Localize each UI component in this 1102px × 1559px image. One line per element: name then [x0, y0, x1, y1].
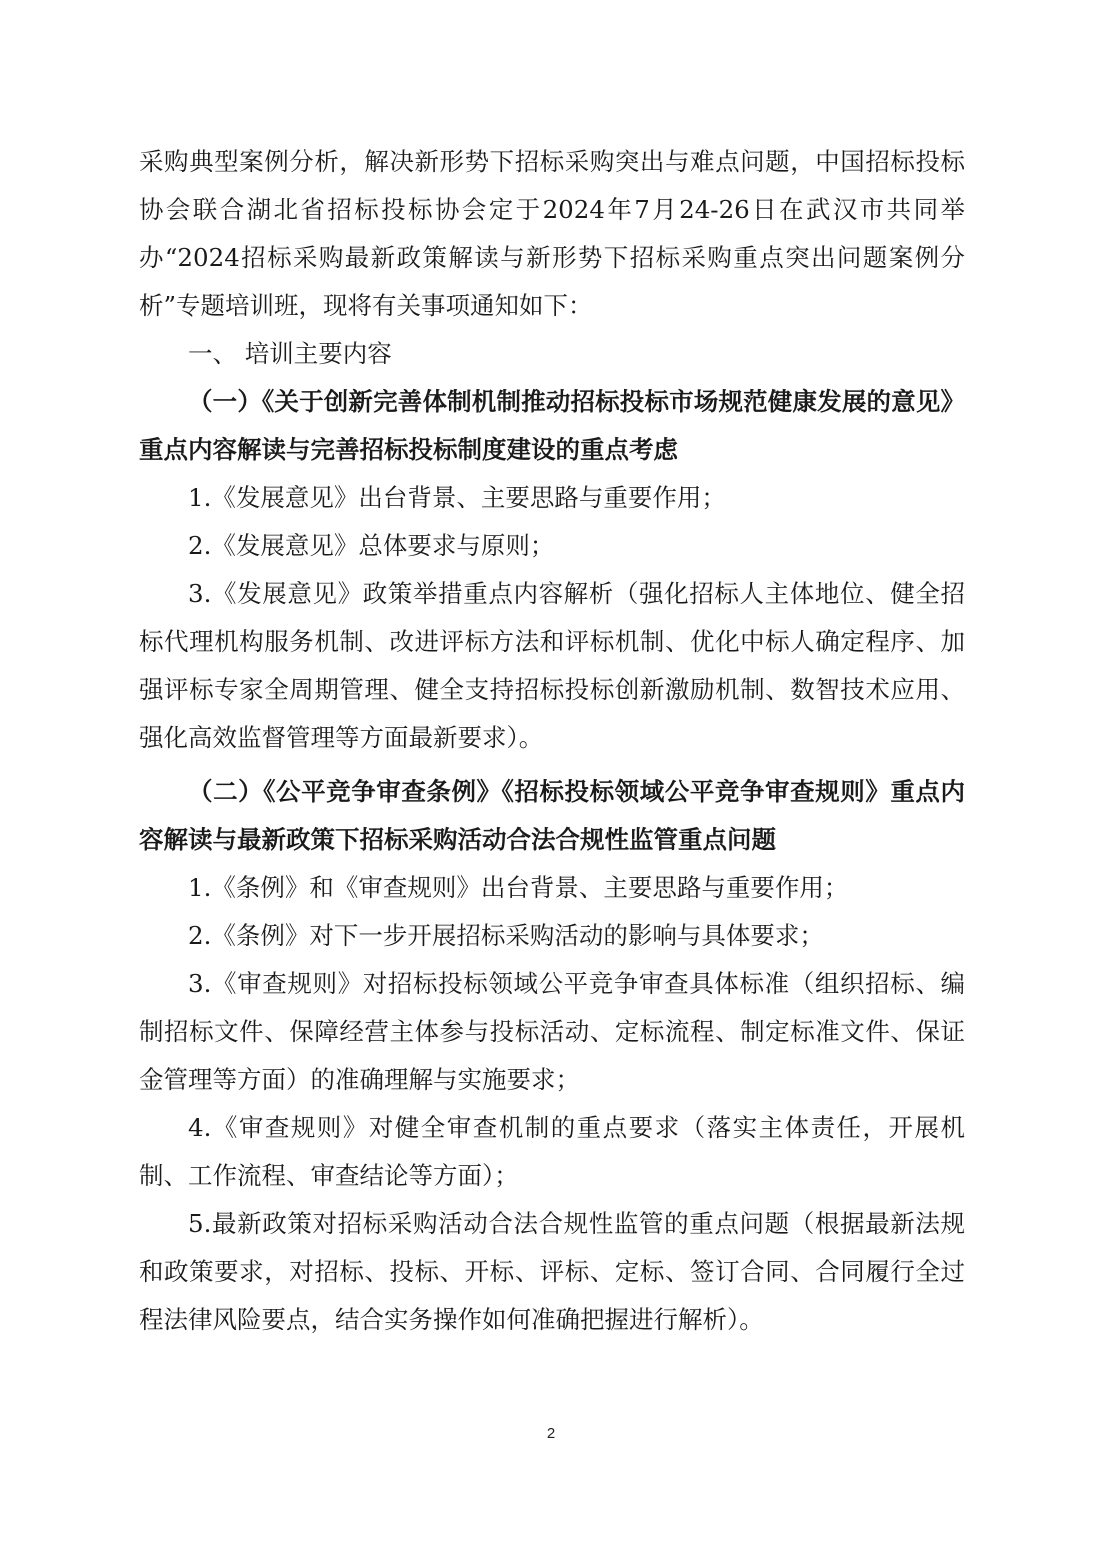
list-item: 2.《发展意见》总体要求与原则；: [188, 531, 555, 560]
section-heading: 一、 培训主要内容: [188, 339, 392, 368]
page-number: 2: [546, 1425, 556, 1442]
list-item: 2.《条例》对下一步开展招标采购活动的影响与具体要求；: [188, 921, 824, 950]
list-item: 1.《条例》和《审查规则》出台背景、主要思路与重要作用；: [188, 873, 849, 902]
list-item: 3.《审查规则》对招标投标领域公平竞争审查具体标准（组织招标、编制招标文件、保障经营主体参与投标活动、定标流程、制定标准文件、保证金管理等方面）的准确理解与实施要求；: [139, 969, 965, 1094]
list-item: 5.最新政策对招标采购活动合法合规性监管的重点问题（根据最新法规和政策要求，对招标、投标、开标、评标、定标、签订合同、合同履行全过程法律风险要点，结合实务操作如何准确把握进行解析）。: [139, 1209, 965, 1334]
list-item: 1.《发展意见》出台背景、主要思路与重要作用；: [188, 483, 726, 512]
intro-paragraph: 采购典型案例分析，解决新形势下招标采购突出与难点问题，中国招标投标协会联合湖北省招标投标协会定于2024年7月24-26日在武汉市共同举办“2024招标采购最新政策解读与新形势下招标采购重点突出问题案例分析”专题培训班，现将有关事项通知如下：: [139, 147, 965, 320]
list-item: 4.《审查规则》对健全审查机制的重点要求（落实主体责任，开展机制、工作流程、审查结论等方面）；: [139, 1113, 965, 1190]
list-item: 3.《发展意见》政策举措重点内容解析（强化招标人主体地位、健全招标代理机构服务机制、改进评标方法和评标机制、优化中标人确定程序、加强评标专家全周期管理、健全支持招标投标创新激励机制、数智技术应用、强化高效监督管理等方面最新要求）。: [139, 579, 965, 752]
subsection-heading-1: （一）《关于创新完善体制机制推动招标投标市场规范健康发展的意见》重点内容解读与完善招标投标制度建设的重点考虑: [139, 387, 965, 464]
document-body: [139, 138, 965, 1344]
subsection-heading-2: （二）《公平竞争审查条例》《招标投标领域公平竞争审查规则》重点内容解读与最新政策下招标采购活动合法合规性监管重点问题: [139, 777, 965, 854]
